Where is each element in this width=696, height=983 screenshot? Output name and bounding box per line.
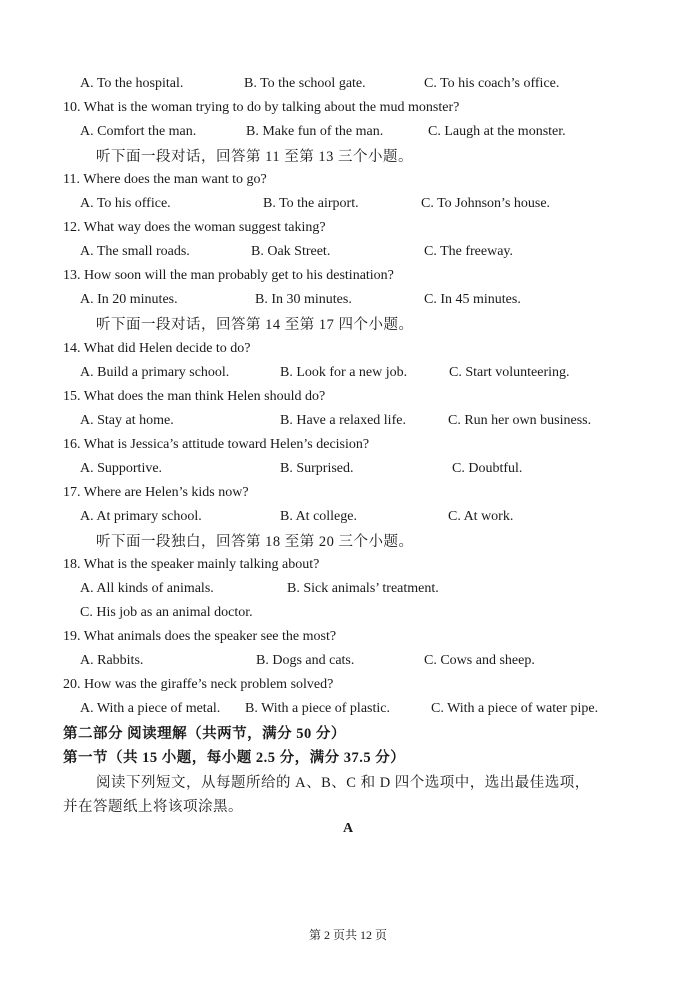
option-b: B. Make fun of the man. [246, 124, 384, 139]
option-a: A. To his office. [80, 196, 171, 211]
question-text: 15. What does the man think Helen should do? [63, 389, 326, 404]
question-text: 17. Where are Helen’s kids now? [63, 485, 249, 500]
option-c: C. His job as an animal doctor. [80, 605, 253, 620]
option-a: A. Supportive. [80, 461, 163, 476]
question-text: 13. How soon will the man probably get to his destination? [63, 268, 394, 283]
option-b: B. At college. [280, 509, 357, 524]
option-a: A. Stay at home. [80, 413, 174, 428]
question-text: 19. What animals does the speaker see the most? [63, 629, 337, 644]
option-a: A. Comfort the man. [80, 124, 197, 139]
question-text: 14. What did Helen decide to do? [63, 341, 251, 356]
question-text: 11. Where does the man want to go? [63, 172, 267, 187]
question-text: 20. How was the giraffe’s neck problem solved? [63, 677, 334, 692]
page-footer: 第 2 页共 12 页 [308, 928, 387, 942]
option-a: A. In 20 minutes. [80, 292, 178, 307]
option-b: B. In 30 minutes. [255, 292, 352, 307]
option-c: C. Run her own business. [448, 413, 592, 428]
option-b: B. Look for a new job. [280, 365, 408, 380]
option-b: B. Oak Street. [251, 244, 331, 259]
instruction-text: 听下面一段对话，回答第 11 至第 13 三个小题。 [96, 149, 413, 165]
option-a: A. All kinds of animals. [80, 581, 214, 596]
instruction-text: 听下面一段对话，回答第 14 至第 17 四个小题。 [96, 317, 414, 333]
option-b: B. To the airport. [263, 196, 359, 211]
section-title: 第一节（共 15 小题，每小题 2.5 分，满分 37.5 分） [63, 750, 406, 766]
instruction-text: 阅读下列短文，从每题所给的 A、B、C 和 D 四个选项中，选出最佳选项， [96, 775, 590, 791]
option-c: C. With a piece of water pipe. [431, 701, 599, 716]
option-a: A. The small roads. [80, 244, 190, 259]
option-b: B. Sick animals’ treatment. [287, 581, 439, 596]
option-c: C. In 45 minutes. [424, 292, 521, 307]
option-b: B. Surprised. [280, 461, 354, 476]
option-b: B. To the school gate. [244, 76, 366, 91]
option-b: B. Dogs and cats. [256, 653, 355, 668]
question-text: 16. What is Jessica’s attitude toward Helen’s decision? [63, 437, 370, 452]
option-c: C. At work. [448, 509, 514, 524]
option-a: A. At primary school. [80, 509, 202, 524]
option-c: C. To his coach’s office. [424, 76, 560, 91]
option-a: A. Build a primary school. [80, 365, 230, 380]
option-a: A. To the hospital. [80, 76, 184, 91]
question-text: 12. What way does the woman suggest taking? [63, 220, 326, 235]
question-text: 18. What is the speaker mainly talking about? [63, 557, 320, 572]
option-a: A. With a piece of metal. [80, 701, 221, 716]
option-b: B. With a piece of plastic. [245, 701, 390, 716]
option-c: C. Doubtful. [452, 461, 523, 476]
instruction-text: 听下面一段独白，回答第 18 至第 20 三个小题。 [96, 534, 414, 550]
instruction-text: 并在答题纸上将该项涂黑。 [63, 799, 243, 815]
passage-label: A [342, 821, 354, 836]
option-c: C. Laugh at the monster. [428, 124, 566, 139]
option-c: C. Cows and sheep. [424, 653, 535, 668]
option-c: C. The freeway. [424, 244, 514, 259]
option-c: C. To Johnson’s house. [421, 196, 551, 211]
question-text: 10. What is the woman trying to do by talking about the mud monster? [63, 100, 460, 115]
option-a: A. Rabbits. [80, 653, 144, 668]
option-c: C. Start volunteering. [449, 365, 570, 380]
option-b: B. Have a relaxed life. [280, 413, 406, 428]
part-title: 第二部分 阅读理解（共两节，满分 50 分） [63, 726, 346, 742]
